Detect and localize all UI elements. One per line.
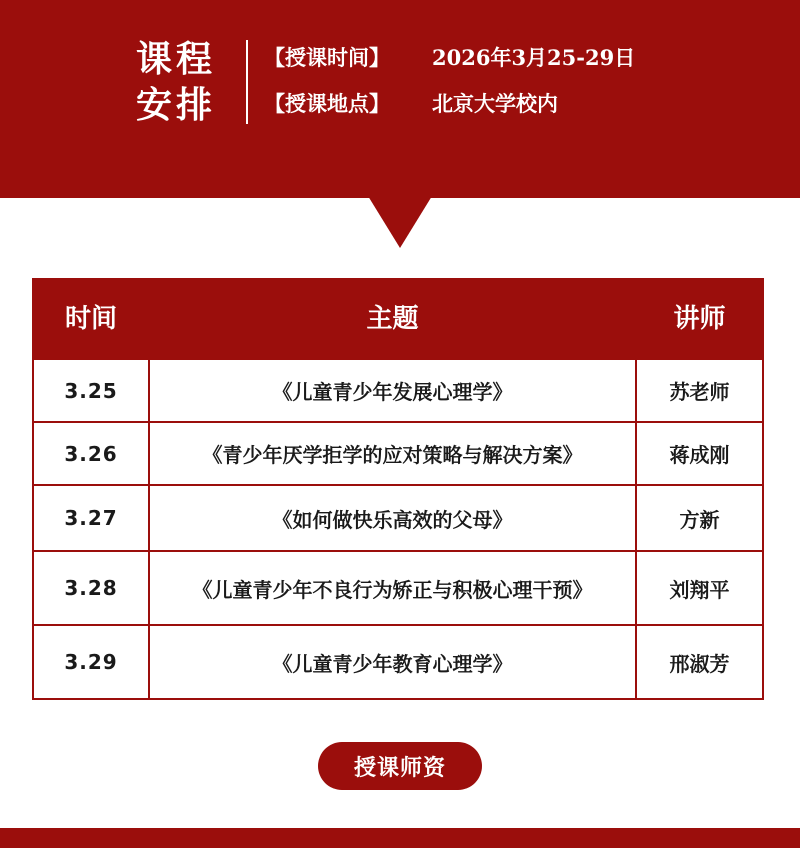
row-teacher: 邢淑芳: [669, 651, 730, 676]
row-teacher: 刘翔平: [669, 577, 730, 602]
row-topic: 《儿童青少年教育心理学》: [148, 626, 637, 698]
row-teacher: 方新: [679, 507, 720, 532]
header-divider: [246, 40, 248, 124]
banner-arrow: [368, 196, 432, 248]
section-title-line1: 课程: [136, 38, 217, 80]
section-title-line2: 安排: [136, 84, 217, 126]
place-info: [264, 88, 558, 118]
table-row: [34, 626, 762, 698]
footer-bar: [0, 828, 800, 848]
table-row: [34, 486, 762, 550]
time-info: [264, 42, 635, 72]
row-time: 3.25: [64, 378, 118, 403]
row-topic: 《儿童青少年发展心理学》: [148, 360, 637, 421]
row-time: 3.29: [64, 650, 118, 674]
row-teacher: 蒋成刚: [669, 443, 730, 467]
row-topic: 《如何做快乐高效的父母》: [148, 486, 637, 550]
row-time: 3.27: [64, 506, 118, 530]
teachers-button[interactable]: 授课师资: [318, 742, 482, 790]
table-row: [34, 552, 762, 624]
time-value: 2026年3月25-29日: [432, 45, 636, 70]
table-row: [34, 423, 762, 484]
schedule-table: [32, 278, 764, 700]
header-teacher: 讲师: [673, 304, 726, 334]
row-topic: 《儿童青少年不良行为矫正与积极心理干预》: [148, 552, 637, 624]
header-time: 时间: [64, 304, 117, 334]
table-row: [34, 360, 762, 421]
time-label: 【授课时间】: [264, 45, 390, 70]
row-time: 3.26: [64, 441, 118, 466]
place-label: 【授课地点】: [264, 91, 390, 116]
header-topic: 主题: [366, 304, 419, 334]
row-topic: 《青少年厌学拒学的应对策略与解决方案》: [148, 423, 637, 484]
row-time: 3.28: [64, 576, 118, 600]
table-header: [34, 280, 762, 358]
place-value: 北京大学校内: [432, 91, 558, 116]
section-title: [136, 36, 226, 128]
header-banner: [0, 0, 800, 198]
row-teacher: 苏老师: [669, 380, 730, 404]
